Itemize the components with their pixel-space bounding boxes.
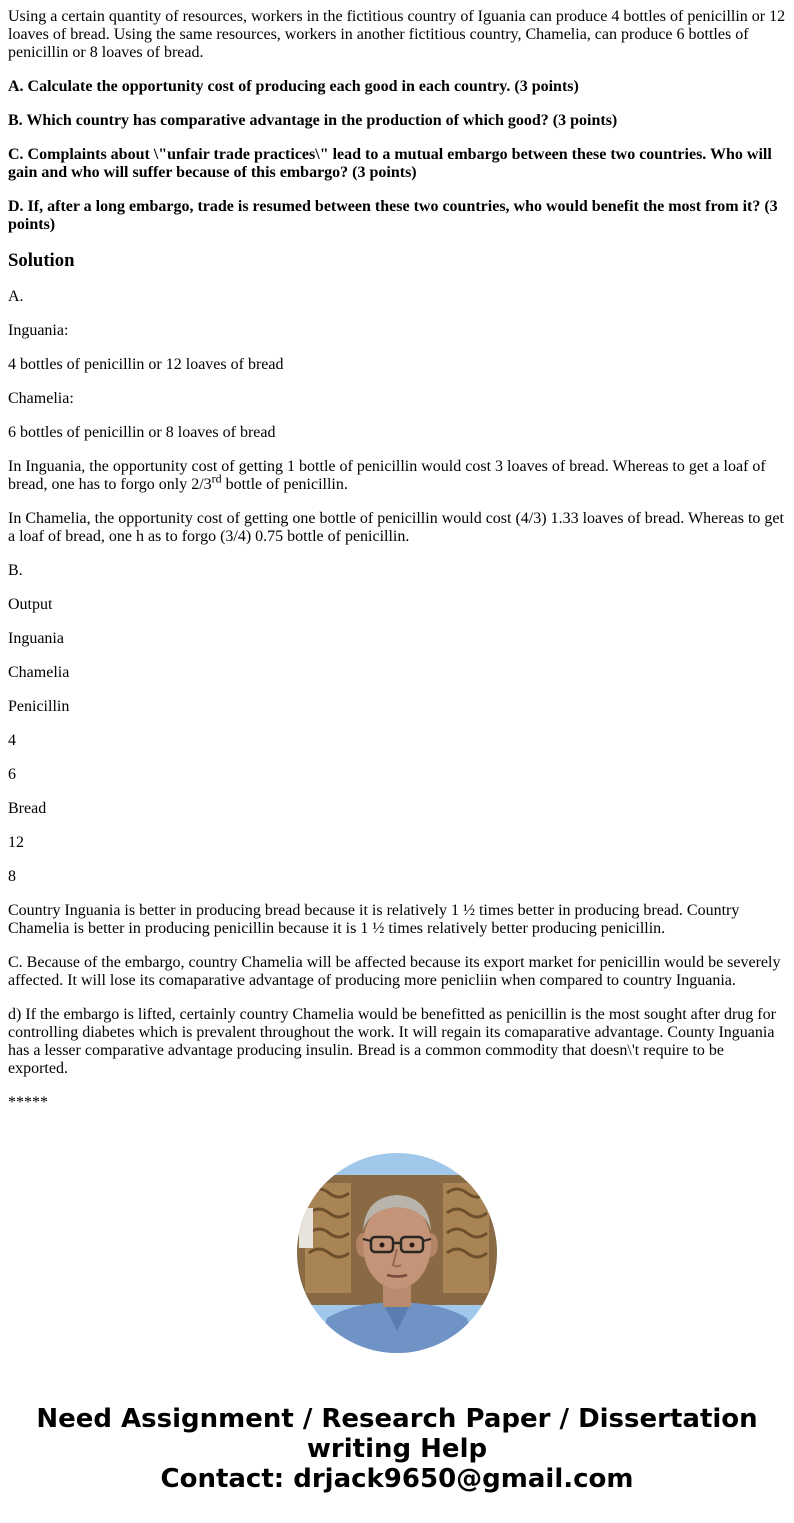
inguania-cost-text: In Inguania, the opportunity cost of getting 1 bottle of penicillin would cost 3 loaves of bread. Whereas to get a loaf of bread, one has to forgo only 2/3	[8, 458, 766, 493]
table-cell-penicillin-label: Penicillin	[8, 698, 70, 715]
ordinal-superscript: rd	[211, 471, 222, 486]
table-cell-output-header: Output	[8, 596, 53, 613]
country2-output: 6 bottles of penicillin or 8 loaves of bread	[8, 424, 276, 441]
footer-line-2: writing Help	[306, 1434, 488, 1464]
question-b: B. Which country has comparative advantage in the production of which good? (3 points)	[8, 112, 618, 129]
solution-b-answer: Country Inguania is better in producing bread because it is relatively 1 ½ times better in producing bread. Country Chamelia is better in producing penicillin because it is 1 ½ times relatively better producing penicillin.	[8, 902, 740, 937]
author-portrait-image	[297, 1153, 497, 1353]
question-intro: Using a certain quantity of resources, workers in the fictitious country of Iguania can produce 4 bottles of penicillin or 12 loaves of bread. Using the same resources, workers in another fictitious country, Chamelia, can produce 6 bottles of penicillin or 8 loaves of bread.	[8, 8, 786, 61]
table-cell-penicillin-inguania: 4	[8, 732, 16, 749]
table-cell-penicillin-chamelia: 6	[8, 766, 16, 783]
footer-advert	[0, 1404, 794, 1494]
table-cell-bread-label: Bread	[8, 800, 47, 817]
inguania-cost-tail: bottle of penicillin.	[221, 476, 348, 493]
question-c: C. Complaints about \"unfair trade practices\" lead to a mutual embargo between these two countries. Who will gain and who will suffer because of this embargo? (3 points)	[8, 146, 772, 181]
solution-d-answer: d) If the embargo is lifted, certainly country Chamelia would be benefitted as penicillin is the most sought after drug for controlling diabetes which is prevalent throughout the work. It will regain its comaparative advantage. County Inguania has a lesser comparative advantage producing insulin. Bread is a common commodity that doesn\'t require to be exported.	[8, 1006, 776, 1077]
solution-a-label: A.	[8, 288, 24, 305]
footer-line-1: Need Assignment / Research Paper / Dissertation	[36, 1404, 758, 1434]
chamelia-opportunity-cost: In Chamelia, the opportunity cost of getting one bottle of penicillin would cost (4/3) 1.33 loaves of bread. Whereas to get a loaf of bread, one h as to forgo (3/4) 0.75 bottle of penicillin.	[8, 510, 784, 545]
question-a: A. Calculate the opportunity cost of producing each good in each country. (3 points)	[8, 78, 579, 95]
table-cell-chamelia-header: Chamelia	[8, 664, 70, 681]
country1-label: Inguania:	[8, 322, 69, 339]
country2-label: Chamelia:	[8, 390, 74, 407]
country1-output: 4 bottles of penicillin or 12 loaves of bread	[8, 356, 284, 373]
solution-heading: Solution	[8, 250, 75, 271]
table-cell-bread-chamelia: 8	[8, 868, 16, 885]
solution-c-answer: C. Because of the embargo, country Chamelia will be affected because its export market for penicillin would be severely affected. It will lose its comaparative advantage of producing more penicliin when compared to country Inguania.	[8, 954, 781, 989]
author-photo	[297, 1153, 497, 1353]
end-marker: *****	[8, 1094, 48, 1111]
table-cell-inguania-header: Inguania	[8, 630, 64, 647]
footer-contact-line: Contact: drjack9650@gmail.com	[160, 1464, 634, 1494]
question-d: D. If, after a long embargo, trade is resumed between these two countries, who would benefit the most from it? (3 points)	[8, 198, 778, 233]
inguania-opportunity-cost	[8, 458, 786, 494]
solution-b-label: B.	[8, 562, 23, 579]
table-cell-bread-inguania: 12	[8, 834, 24, 851]
